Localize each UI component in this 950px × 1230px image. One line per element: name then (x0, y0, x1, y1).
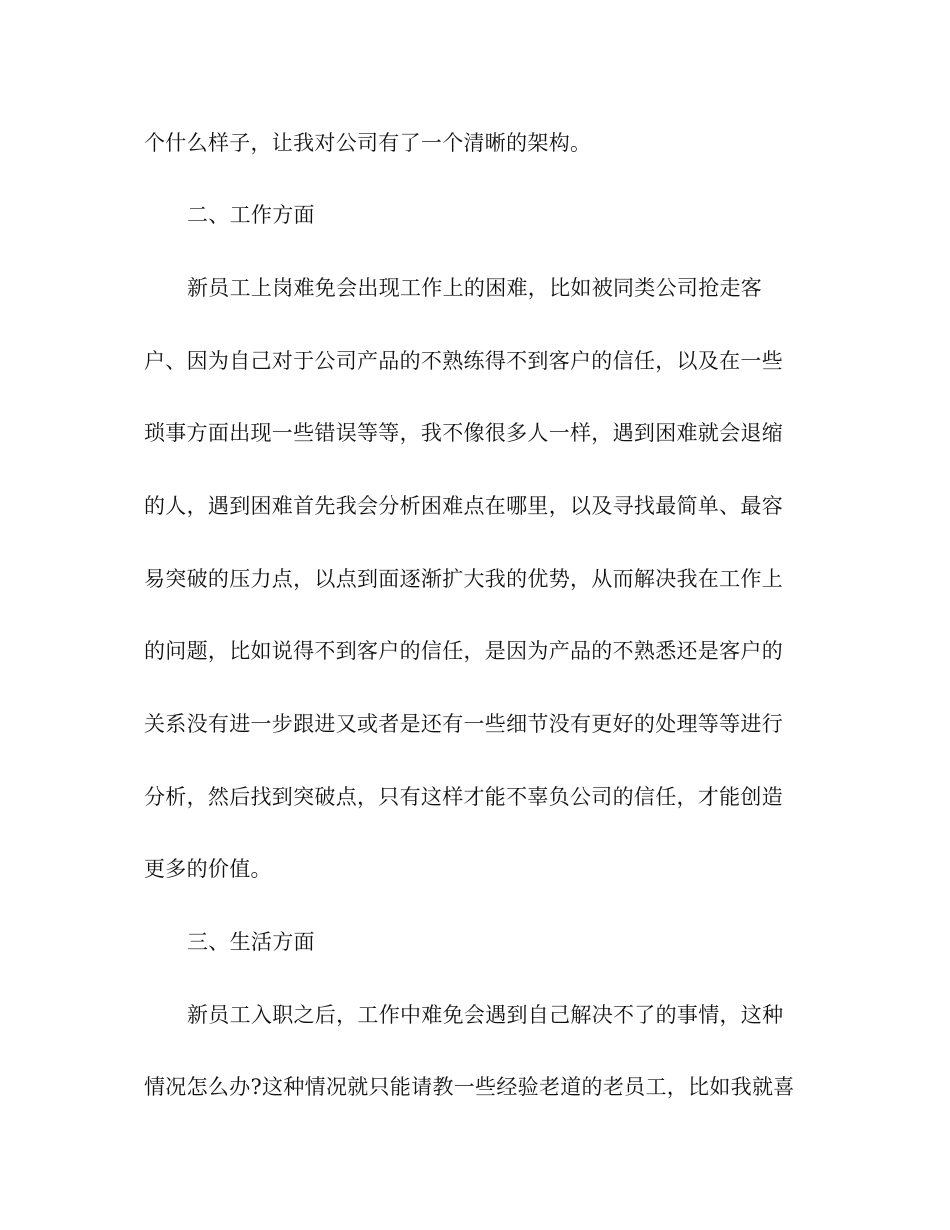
paragraph-line: 情况怎么办?这种情况就只能请教一些经验老道的老员工，比如我就喜 (144, 1075, 795, 1099)
paragraph-line: 新员工上岗难免会出现工作上的困难，比如被同类公司抢走客 (187, 276, 763, 300)
paragraph-line: 新员工入职之后，工作中难免会遇到自己解决不了的事情，这种 (187, 1003, 784, 1027)
paragraph-line: 的人，遇到困难首先我会分析困难点在哪里，以及寻找最简单、最容 (144, 494, 783, 518)
section-heading-life: 三、生活方面 (187, 930, 315, 954)
paragraph-line: 分析，然后找到突破点，只有这样才能不辜负公司的信任，才能创造 (144, 785, 783, 809)
section-heading-work: 二、工作方面 (187, 203, 315, 227)
paragraph-line: 的问题，比如说得不到客户的信任，是因为产品的不熟悉还是客户的 (144, 639, 783, 663)
paragraph-line: 个什么样子，让我对公司有了一个清晰的架构。 (144, 131, 592, 155)
paragraph-line: 户、因为自己对于公司产品的不熟练得不到客户的信任，以及在一些 (144, 349, 783, 373)
paragraph-line: 更多的价值。 (144, 857, 272, 881)
paragraph-line: 琐事方面出现一些错误等等，我不像很多人一样，遇到困难就会退缩 (144, 421, 783, 445)
paragraph-line: 关系没有进一步跟进又或者是还有一些细节没有更好的处理等等进行 (144, 712, 783, 736)
paragraph-line: 易突破的压力点，以点到面逐渐扩大我的优势，从而解决我在工作上 (144, 567, 783, 591)
